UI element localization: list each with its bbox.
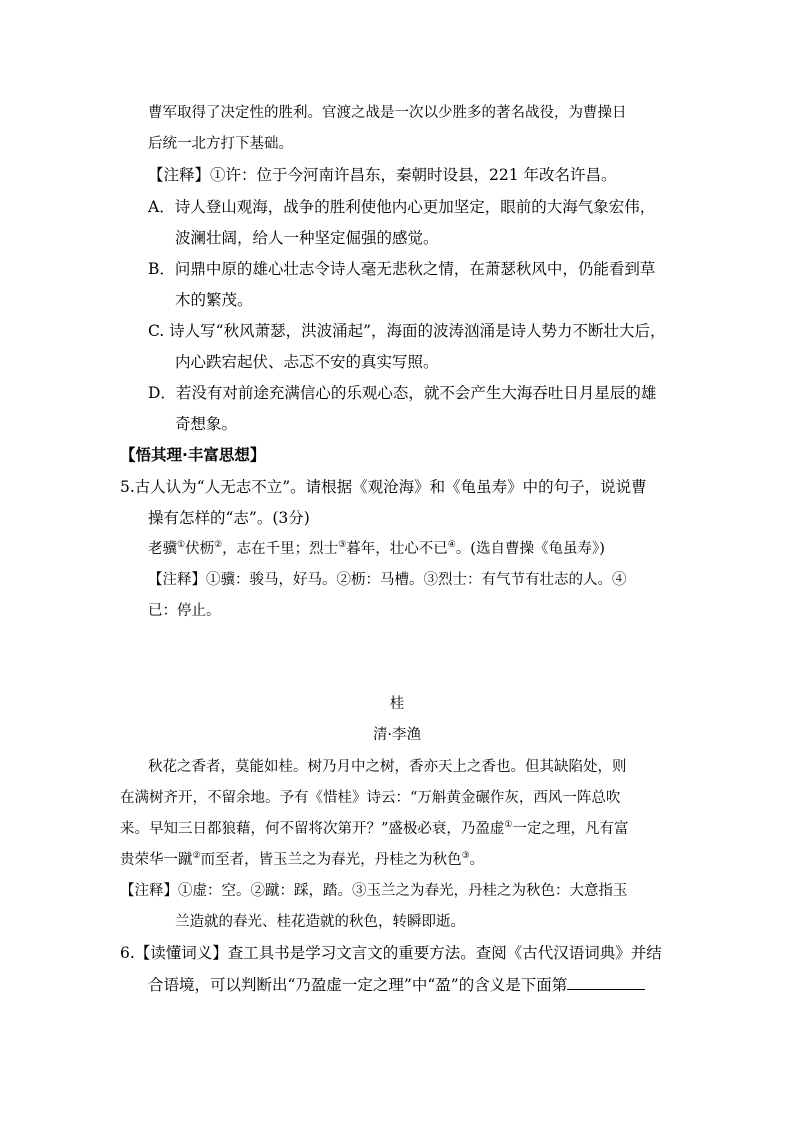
footnote-marker: ④ <box>447 540 456 551</box>
paragraph-text: 。 <box>469 852 485 868</box>
option-b-line-1: B．问鼎中原的雄心壮志令诗人毫无悲秋之情，在萧瑟秋风中，仍能看到草 <box>148 260 656 278</box>
gui-note-line-2: 兰造就的春光、桂花造就的秋色，转瞬即逝。 <box>175 914 465 930</box>
footnote-marker: ① <box>177 540 186 551</box>
quote-text: 伏枥 <box>185 541 215 557</box>
question-6-text: 合语境，可以判断出“乃盈虚一定之理”中“盈”的含义是下面第 <box>148 976 568 994</box>
poem-author: 清·李渔 <box>372 727 422 743</box>
gui-note-line-1: 【注释】①虚：空。②蹴：踩，踏。③玉兰之为春光，丹桂之为秋色：大意指玉 <box>120 883 628 899</box>
quote-text: 老骥 <box>148 541 177 557</box>
gui-paragraph-line-1: 秋花之香者，莫能如桂。树乃月中之树，香亦天上之香也。但其缺陷处，则 <box>148 759 627 775</box>
option-d-line-1: D．若没有对前途充满信心的乐观心态，就不会产生大海吞吐日月星辰的雄 <box>148 384 657 402</box>
question-5-note-line-2: 已：停止。 <box>148 603 221 619</box>
quote-text: 暮年，壮心不已 <box>346 541 448 557</box>
paragraph-text: 贵荣华一蹴 <box>120 852 193 868</box>
option-c-line-2: 内心跌宕起伏、忐忑不安的真实写照。 <box>175 353 439 371</box>
passage-line-2: 后统一北方打下基础。 <box>148 136 293 152</box>
quote-text: ，志在千里；烈士 <box>222 541 339 557</box>
paragraph-text: 一定之理，凡有富 <box>512 821 629 837</box>
option-d-line-2: 奇想象。 <box>175 415 238 433</box>
section-heading: 【悟其理·丰富思想】 <box>120 446 266 464</box>
option-a-line-1: A．诗人登山观海，战争的胜利使他内心更加坚定，眼前的大海气象宏伟， <box>148 198 656 216</box>
gui-paragraph-line-2: 在满树齐开，不留余地。予有《惜桂》诗云：“万斛黄金碾作灰，西风一阵总吹 <box>120 790 621 806</box>
question-5-line-2: 操有怎样的“志”。(3分) <box>148 509 310 527</box>
quote-text: 。(选自曹操《龟虽寿》) <box>455 541 605 557</box>
footnote-marker: ② <box>214 540 223 551</box>
footnote-marker: ① <box>504 820 513 831</box>
passage-note: 【注释】①许：位于今河南许昌东，秦朝时设县，221 年改名许昌。 <box>148 166 617 184</box>
gui-paragraph-line-3 <box>120 818 629 840</box>
question-5-quote <box>148 538 605 560</box>
option-b-line-2: 木的繁茂。 <box>175 291 253 309</box>
option-c-line-1: C. 诗人写“秋风萧瑟，洪波涌起”，海面的波涛汹涌是诗人势力不断壮大后， <box>148 322 666 340</box>
footnote-marker: ② <box>192 851 201 862</box>
question-5-line-1: 5.古人认为“人无志不立”。请根据《观沧海》和《龟虽寿》中的句子，说说曹 <box>120 478 647 496</box>
answer-blank[interactable] <box>567 973 645 990</box>
footnote-marker: ③ <box>338 540 347 551</box>
footnote-marker: ③ <box>461 851 470 862</box>
gui-paragraph-line-4 <box>120 849 484 871</box>
question-5-note-line-1: 【注释】①骥：骏马，好马。②枥：马槽。③烈士：有气节有壮志的人。④ <box>148 572 627 588</box>
option-a-line-2: 波澜壮阔，给人一种坚定倔强的感觉。 <box>175 229 439 247</box>
paragraph-text: 来。早知三日都狼藉，何不留将次第开？”盛极必衰，乃盈虚 <box>120 821 505 837</box>
passage-line-1: 曹军取得了决定性的胜利。官渡之战是一次以少胜多的著名战役，为曹操日 <box>148 105 627 121</box>
poem-title: 桂 <box>389 696 405 712</box>
paragraph-text: 而至者，皆玉兰之为春光，丹桂之为秋色 <box>200 852 462 868</box>
question-6-line-2 <box>148 973 645 996</box>
question-6-line-1: 6.【读懂词义】查工具书是学习文言文的重要方法。查阅《古代汉语词典》并结 <box>120 944 662 962</box>
